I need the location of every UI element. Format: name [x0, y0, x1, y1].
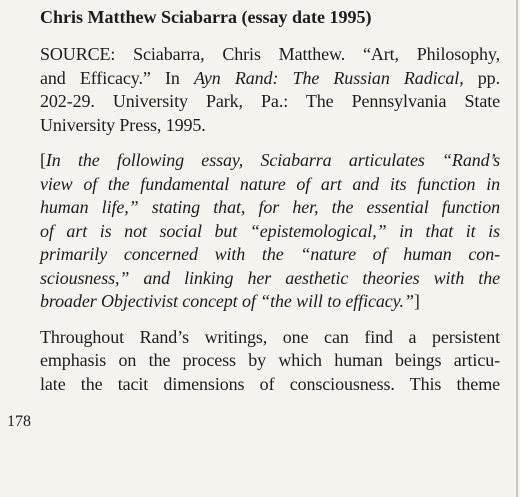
editorial-introduction	[40, 149, 500, 314]
body-line: Throughout Rand’s writings, one can find a persistent	[40, 326, 500, 347]
intro-line: primarily concerned with the “nature of human con-	[40, 244, 500, 264]
source-citation	[40, 43, 500, 137]
essay-heading: Chris Matthew Sciabarra (essay date 1995)	[40, 7, 372, 27]
source-line: 202-29. University Park, Pa.: The Pennsylvania State	[40, 91, 500, 111]
source-line	[40, 67, 500, 91]
intro-line	[40, 149, 500, 173]
intro-line	[40, 290, 500, 314]
intro-line: view of the fundamental nature of art and its function in	[40, 173, 500, 194]
intro-line: sciousness,” and linking her aesthetic theories with the	[40, 267, 500, 288]
page-edge-shadow	[516, 0, 518, 497]
book-title: Ayn Rand: The Russian Radical,	[193, 67, 464, 88]
open-bracket: [	[40, 150, 46, 170]
essay-content	[40, 5, 500, 396]
intro-text: In the following essay, Sciabarra articulates “Rand’s	[45, 150, 500, 170]
essay-body	[40, 326, 500, 397]
source-line: SOURCE: Sciabarra, Chris Matthew. “Art, Philosophy,	[40, 44, 500, 64]
intro-line: of art is not social but “epistemological,” in that it is	[40, 220, 500, 241]
close-bracket: ]	[413, 291, 420, 311]
source-text: and Efficacy.” In	[40, 67, 194, 88]
page-number: 178	[7, 413, 31, 430]
source-text: pp.	[463, 67, 500, 88]
intro-line: human life,” stating that, for her, the essential function	[40, 197, 500, 217]
intro-text: broader Objectivist concept of “the will to efficacy.”	[40, 291, 414, 311]
source-line: University Press, 1995.	[40, 114, 206, 135]
body-line: emphasis on the process by which human beings articu-	[40, 350, 500, 370]
body-line: late the tacit dimensions of consciousness. This theme	[40, 373, 500, 394]
